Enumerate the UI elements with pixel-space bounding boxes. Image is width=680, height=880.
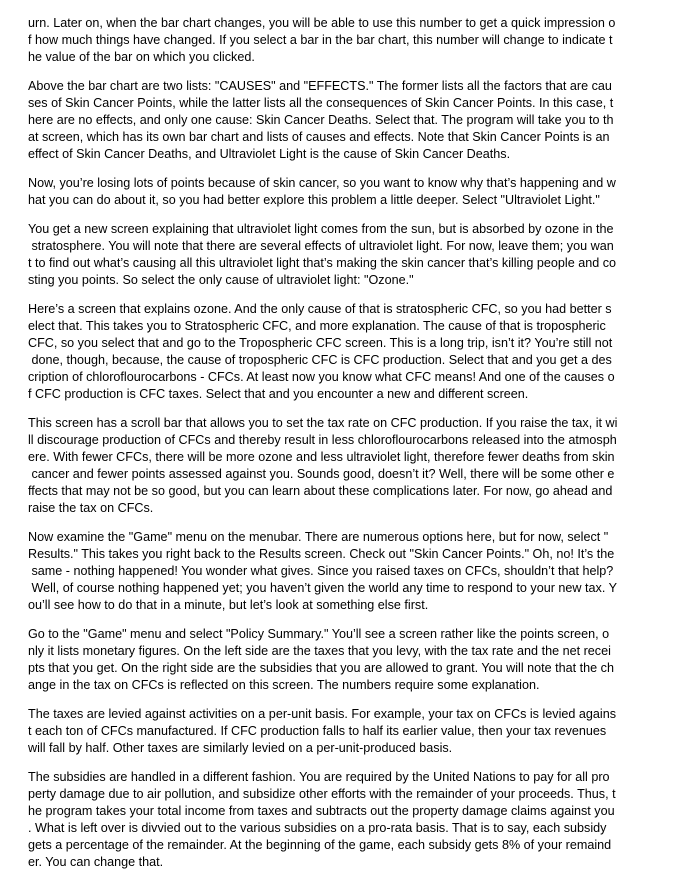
text-line: Now, you’re losing lots of points because of skin cancer, so you want to know why that’s happening and w <box>28 176 616 190</box>
text-line: ses of Skin Cancer Points, while the latter lists all the consequences of Skin Cancer Points. In this case, t <box>28 96 614 110</box>
text-line: The taxes are levied against activities on a per-unit basis. For example, your tax on CFCs is levied agains <box>28 707 616 721</box>
text-line: hat you can do about it, so you had better explore this problem a little deeper. Select "Ultraviolet Light." <box>28 193 600 207</box>
text-line: cription of chloroflourocarbons - CFCs. At least now you know what CFC means! And one of the causes o <box>28 370 615 384</box>
text-line: ffects that may not be so good, but you can learn about these complications later. For now, go ahead and <box>28 484 613 498</box>
text-line: nly it lists monetary figures. On the left side are the taxes that you levy, with the tax rate and the net recei <box>28 644 611 658</box>
text-line: sting you points. So select the only cause of ultraviolet light: "Ozone." <box>28 273 414 287</box>
text-line: elect that. This takes you to Stratospheric CFC, and more explanation. The cause of that is tropospheric <box>28 319 606 333</box>
text-line: perty damage due to air pollution, and subsidize other efforts with the remainder of your proceeds. Thus, t <box>28 787 616 801</box>
text-line: raise the tax on CFCs. <box>28 501 154 515</box>
text-line: done, though, because, the cause of tropospheric CFC is CFC production. Select that and you get a des <box>28 353 612 367</box>
text-line: ll discourage production of CFCs and thereby result in less chloroflourocarbons released into the atmosph <box>28 433 617 447</box>
text-line: f how much things have changed. If you select a bar in the bar chart, this number will change to indicate t <box>28 33 613 47</box>
text-line: he value of the bar on which you clicked. <box>28 50 255 64</box>
text-line: gets a percentage of the remainder. At the beginning of the game, each subsidy gets 8% of your remaind <box>28 838 612 852</box>
text-line: t to find out what’s causing all this ultraviolet light that’s making the skin cancer that’s killing people and co <box>28 256 617 270</box>
text-line: here are no effects, and only one cause: Skin Cancer Deaths. Select that. The program will take you to th <box>28 113 614 127</box>
text-line: effect of Skin Cancer Deaths, and Ultraviolet Light is the cause of Skin Cancer Deaths. <box>28 147 511 161</box>
text-line: t each ton of CFCs manufactured. If CFC production falls to half its earlier value, then your tax revenues <box>28 724 607 738</box>
text-line: stratosphere. You will note that there are several effects of ultraviolet light. For now, leave them; you wan <box>28 239 614 253</box>
text-line: ere. With fewer CFCs, there will be more ozone and less ultraviolet light, therefore fewer deaths from skin <box>28 450 615 464</box>
text-line: he program takes your total income from taxes and subtracts out the property damage claims against you <box>28 804 615 818</box>
text-line: ou’ll see how to do that in a minute, but let’s look at something else first. <box>28 598 429 612</box>
text-line: You get a new screen explaining that ultraviolet light comes from the sun, but is absorbed by ozone in the <box>28 222 614 236</box>
text-line: . What is left over is divvied out to the various subsidies on a pro-rata basis. That is to say, each subsidy <box>28 821 607 835</box>
text-line: Go to the "Game" menu and select "Policy Summary." You’ll see a screen rather like the points screen, o <box>28 627 610 641</box>
text-line: CFC, so you select that and go to the Tropospheric CFC screen. This is a long trip, isn’t it? You’re still not <box>28 336 613 350</box>
text-line: at screen, which has its own bar chart and lists of causes and effects. Note that Skin Cancer Points is an <box>28 130 610 144</box>
text-line: Now examine the "Game" menu on the menubar. There are numerous options here, but for now, select " <box>28 530 609 544</box>
text-line: pts that you get. On the right side are the subsidies that you are allowed to grant. You will note that the ch <box>28 661 614 675</box>
text-line: Above the bar chart are two lists: "CAUSES" and "EFFECTS." The former lists all the factors that are cau <box>28 79 612 93</box>
text-line: ange in the tax on CFCs is reflected on this screen. The numbers require some explanation. <box>28 678 540 692</box>
text-line: Well, of course nothing happened yet; you haven’t given the world any time to respond to your new tax. Y <box>28 581 617 595</box>
text-line: Results." This takes you right back to the Results screen. Check out "Skin Cancer Points." Oh, no! It’s the <box>28 547 615 561</box>
text-line: same - nothing happened! You wonder what gives. Since you raised taxes on CFCs, shouldn’t that help? <box>28 564 614 578</box>
text-line: er. You can change that. <box>28 855 164 869</box>
text-line: Here’s a screen that explains ozone. And the only cause of that is stratospheric CFC, so you had better s <box>28 302 612 316</box>
text-line: The subsidies are handled in a different fashion. You are required by the United Nations to pay for all pro <box>28 770 610 784</box>
text-line: will fall by half. Other taxes are similarly levied on a per-unit-produced basis. <box>28 741 453 755</box>
text-line: urn. Later on, when the bar chart changes, you will be able to use this number to get a quick impression o <box>28 16 616 30</box>
text-line: cancer and fewer points assessed against you. Sounds good, doesn’t it? Well, there will be some other e <box>28 467 615 481</box>
text-line: f CFC production is CFC taxes. Select that and you encounter a new and different screen. <box>28 387 529 401</box>
text-line: This screen has a scroll bar that allows you to set the tax rate on CFC production. If you raise the tax, it wi <box>28 416 618 430</box>
